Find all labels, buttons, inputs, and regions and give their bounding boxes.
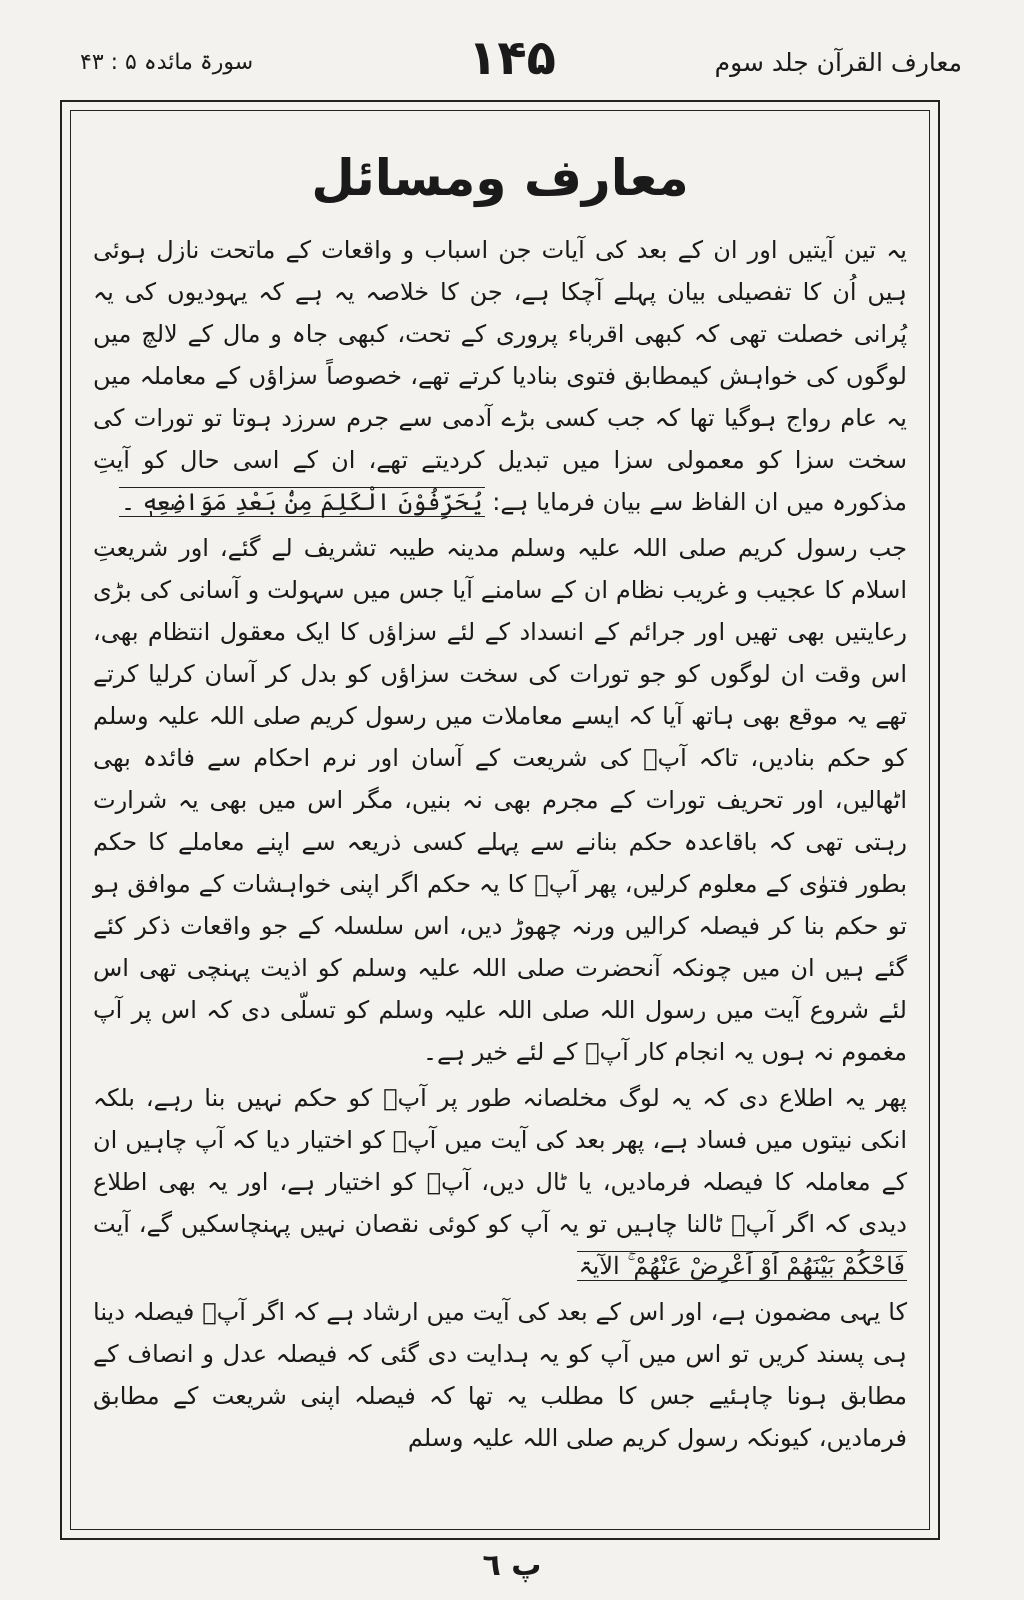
paragraph-2-text: جب رسول کریم صلی اللہ علیہ وسلم مدینہ طیبہ تشریف لے گئے، اور شریعتِ اسلام کا عجیب و غریب نظام ان کے سامنے آیا جس میں سہولت و آسانی کی بڑی رعایتیں بھی تھیں اور جرائم کے انسداد کے لئے سزاؤں کا ایک معقول انتظام بھی، اس وقت ان لوگوں کو جو تورات کی سخت سزاؤں کو بدل کر آسان کرلیا کرتے تھے یہ موقع بھی ہاتھ آیا کہ ایسے معاملات میں رسول کریم صلی اللہ علیہ وسلم کو حکم بنادیں، تاکہ آپؐ کی شریعت کے آسان اور نرم احکام سے فائدہ بھی اٹھالیں، اور تحریف تورات کے مجرم بھی نہ بنیں، مگر اس میں بھی یہ شرارت رہتی تھی کہ باقاعدہ حکم بنانے سے پہلے کسی ذریعہ سے اپنے معاملے کا حکم بطور فتوٰی کے معلوم کرلیں، پھر آپؐ کا یہ حکم اگر اپنی خواہشات کے موافق ہو تو حکم بنا کر فیصلہ کرالیں ورنہ چھوڑ دیں، اس سلسلہ کے جو واقعات ذکر کئے گئے ہیں ان میں چونکہ آنحضرت صلی اللہ علیہ وسلم کو اذیت پہنچی تھی اس لئے شروع آیت میں رسول اللہ صلی اللہ علیہ وسلم کو تسلّی دی کہ اس پر آپ مغموم نہ ہوں یہ انجام کار آپؐ کے لئے خیر ہے۔ — [93, 534, 907, 1066]
paragraph-4-text: کا یہی مضمون ہے، اور اس کے بعد کی آیت میں ارشاد ہے کہ اگر آپؐ فیصلہ دینا ہی پسند کریں تو اس میں آپ کو یہ ہدایت دی گئی کہ فیصلہ عدل و انصاف کے مطابق ہونا چاہئیے جس کا مطلب یہ تھا کہ فیصلہ اپنی شریعت کے مطابق فرمادیں، کیونکہ رسول کریم صلی اللہ علیہ وسلم — [93, 1298, 907, 1452]
paragraph-2 — [93, 527, 907, 1073]
paragraph-1-verse: یُحَرِّفُوْنَ الْكَلِمَ مِنْۢ بَعْدِ مَوَاضِعِهٖ ۔ — [121, 488, 483, 516]
paragraph-3 — [93, 1077, 907, 1287]
para-marker: پ ٦ — [482, 1548, 542, 1583]
paragraph-1-text: یہ تین آیتیں اور ان کے بعد کی آیات جن اسباب و واقعات کے ماتحت نازل ہوئی ہیں اُن کا تفصیلی بیان پہلے آچکا ہے، جن کا خلاصہ یہ ہے کہ یہودیوں کی یہ پُرانی خصلت تھی کہ کبھی اقرباء پروری کے تحت، کبھی جاہ و مال کے لالچ میں لوگوں کی خواہش کیمطابق فتوی بنادیا کرتے تھے، خصوصاً سزاؤں کے معاملہ میں یہ عام رواج ہوگیا تھا کہ جب کسی بڑے آدمی سے جرم سرزد ہوتا تو تورات کی سخت سزا کو معمولی سزا میں تبدیل کردیتے تھے، ان کے اسی حال کو آیتِ مذکورہ میں ان الفاظ سے بیان فرمایا ہے: — [93, 236, 907, 516]
section-title: معارف ومسائل — [311, 149, 689, 207]
paragraph-1 — [93, 229, 907, 523]
page-border-outer — [60, 100, 940, 1540]
paragraph-4 — [93, 1291, 907, 1459]
paragraph-3-verse: فَاحْكُمْ بَيْنَهُمْ اَوْ اَعْرِضْ عَنْهُمْ ۚ الآیۃ — [578, 1252, 905, 1280]
page-header — [0, 0, 1024, 100]
paragraph-3-text: پھر یہ اطلاع دی کہ یہ لوگ مخلصانہ طور پر آپؐ کو حکم نہیں بنا رہے، بلکہ انکی نیتوں میں فساد ہے، پھر بعد کی آیت میں آپؐ کو اختیار دیا کہ آپ چاہیں ان کے معاملہ کا فیصلہ فرمادیں، یا ٹال دیں، آپؐ کو اختیار ہے، اور یہ بھی اطلاع دیدی کہ اگر آپؐ ٹالنا چاہیں تو یہ آپ کو کوئی نقصان نہیں پہنچاسکیں گے، آیت — [93, 1084, 907, 1238]
page-border-inner — [70, 110, 930, 1530]
page-number: ۱۴۵ — [468, 30, 556, 86]
book-title: معارف القرآن جلد سوم — [714, 48, 962, 77]
surah-reference: سورۃ مائدہ ۵ : ۴۳ — [80, 50, 254, 75]
page-content — [93, 133, 907, 1519]
